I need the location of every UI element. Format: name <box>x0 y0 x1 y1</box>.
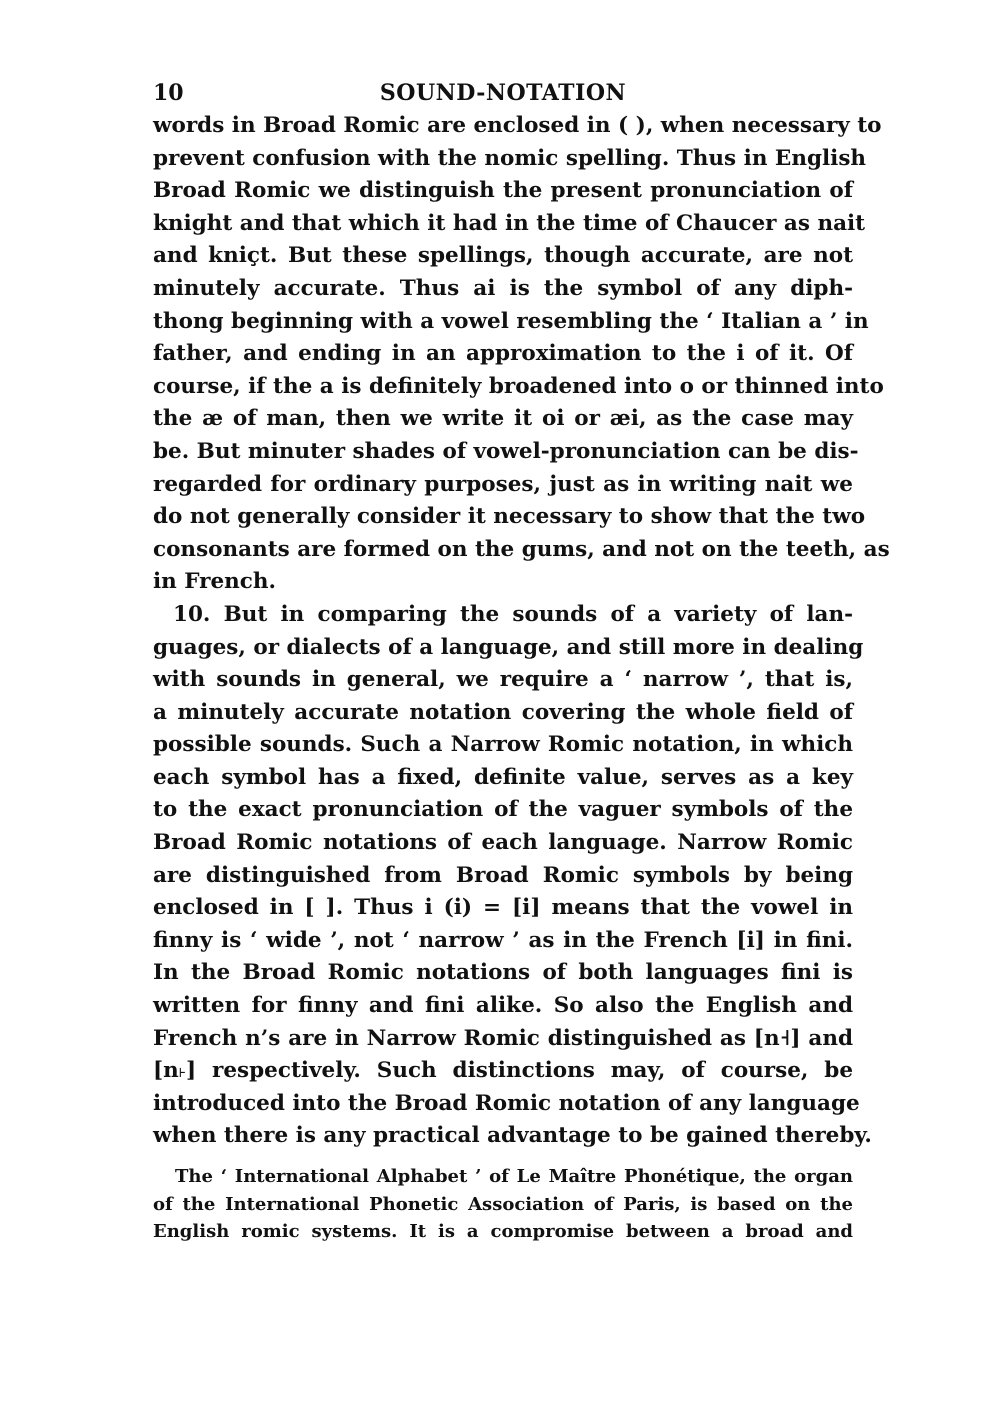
text-line: prevent confusion with the nomic spelling. Thus in English <box>153 145 867 171</box>
note-line: The ‘ International Alphabet ’ of Le Maître Phonétique, the organ <box>175 1166 853 1187</box>
text-line: enclosed in [ ]. Thus i (i) = [i] means that the vowel in <box>153 895 853 921</box>
text-line: be. But minuter shades of vowel-pronunciation can be dis- <box>153 438 859 464</box>
running-title: SOUND-NOTATION <box>379 80 627 106</box>
text-line: words in Broad Romic are enclosed in ( ), when necessary to <box>153 113 882 138</box>
paragraph-1 <box>153 110 890 599</box>
small-print-note <box>153 1163 853 1246</box>
text-line: Broad Romic we distinguish the present pronunciation of <box>153 178 853 204</box>
text-line: 10. But in comparing the sounds of a variety of lan- <box>173 601 853 627</box>
text-line: knight and that which it had in the time of Chaucer as nait <box>153 210 866 236</box>
text-line: guages, or dialects of a language, and still more in dealing <box>153 634 864 660</box>
running-head <box>153 70 853 110</box>
text-line: written for finny and fini alike. So also the English and <box>153 993 853 1019</box>
text-line: regarded for ordinary purposes, just as in writing nait we <box>153 471 853 497</box>
text-line: introduced into the Broad Romic notation of any language <box>153 1090 860 1116</box>
text-line: finny is ‘ wide ’, not ‘ narrow ’ as in the French [i] in fini. <box>153 927 853 953</box>
text-line: with sounds in general, we require a ‘ narrow ’, that is, <box>153 667 853 693</box>
text-line: do not generally consider it necessary to show that the two <box>153 504 866 530</box>
page-number: 10 <box>153 80 184 106</box>
text-line: each symbol has a fixed, definite value, serves as a key <box>153 764 853 790</box>
paragraph-2 <box>153 599 872 1153</box>
text-line: father, and ending in an approximation to the i of it. Of <box>153 341 853 367</box>
text-line: minutely accurate. Thus ai is the symbol of any diph- <box>153 275 853 301</box>
text-line: when there is any practical advantage to be gained thereby. <box>153 1123 872 1149</box>
text-line: a minutely accurate notation covering the whole field of <box>153 699 853 725</box>
text-line: to the exact pronunciation of the vaguer symbols of the <box>153 797 853 823</box>
text-line: thong beginning with a vowel resembling the ‘ Italian a ’ in <box>153 308 869 334</box>
text-line: [n˫] respectively. Such distinctions may, of course, be <box>153 1058 853 1084</box>
text-line: In the Broad Romic notations of both languages fini is <box>153 960 853 986</box>
text-line: course, if the a is definitely broadened into o or thinned into <box>153 373 884 399</box>
text-line: in French. <box>153 569 277 595</box>
text-line: are distinguished from Broad Romic symbols by being <box>153 862 853 888</box>
text-line: the æ of man, then we write it oi or æi, as the case may <box>153 406 853 432</box>
text-line: French n’s are in Narrow Romic distinguished as [n˧] and <box>153 1025 853 1051</box>
book-page <box>153 70 890 1246</box>
note-line: of the International Phonetic Association of Paris, is based on the <box>153 1193 853 1215</box>
text-line: and kniçt. But these spellings, though accurate, are not <box>153 243 853 269</box>
note-line: English romic systems. It is a compromise between a broad and <box>153 1221 853 1242</box>
text-line: Broad Romic notations of each language. Narrow Romic <box>153 830 853 856</box>
text-line: consonants are formed on the gums, and not on the teeth, as <box>153 536 890 562</box>
text-line: possible sounds. Such a Narrow Romic notation, in which <box>153 732 853 758</box>
